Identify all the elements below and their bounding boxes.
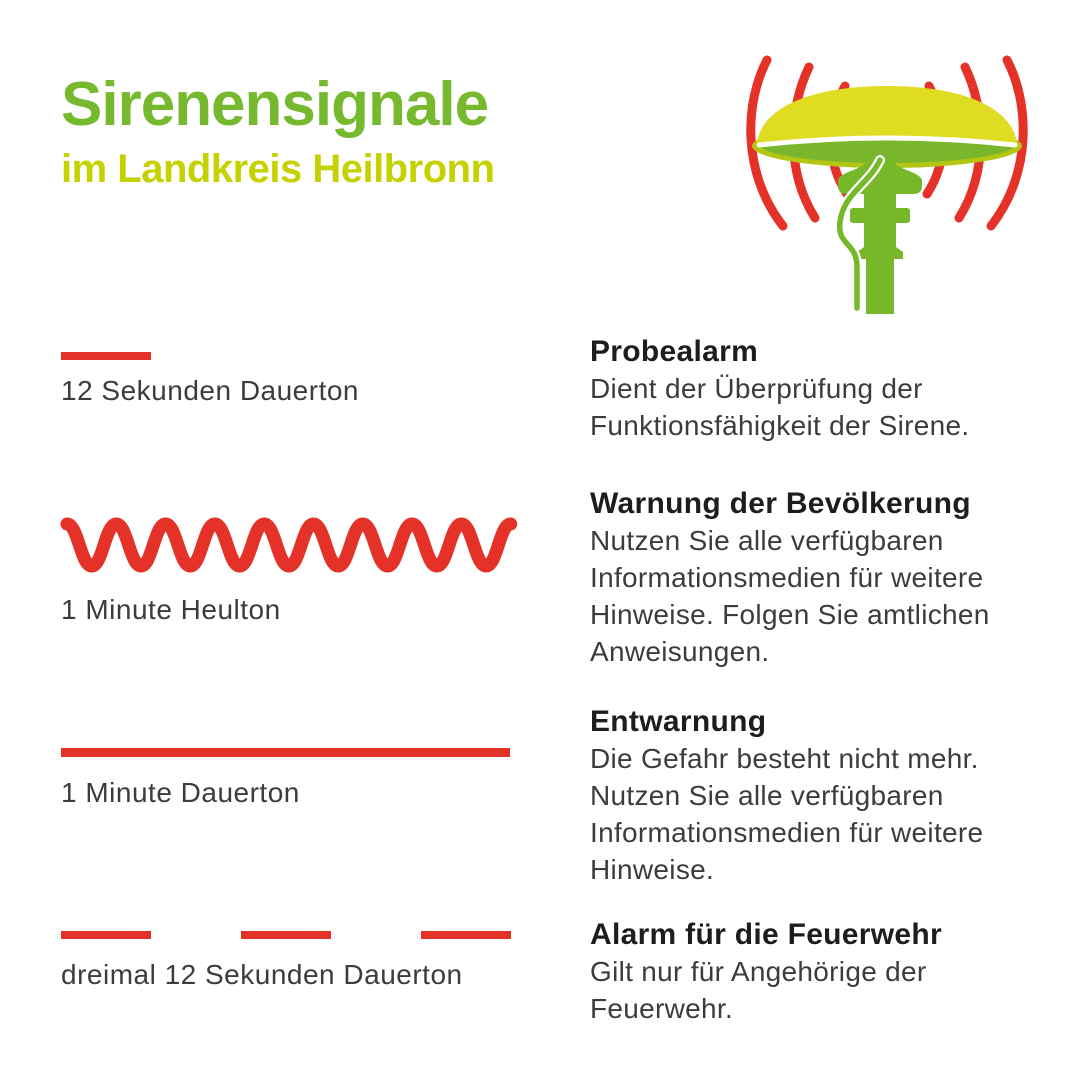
signal-pattern-triple-dash — [61, 931, 511, 939]
signal-info-block — [590, 486, 1045, 670]
signal-label: 12 Sekunden Dauerton — [61, 375, 359, 406]
siren-with-sound-waves-icon — [737, 42, 1037, 327]
signal-info-block — [590, 334, 1045, 444]
signal-heading: Entwarnung — [590, 705, 767, 738]
siren-pole — [838, 154, 922, 314]
signal-heading: Alarm für die Feuerwehr — [590, 918, 942, 951]
signal-label: dreimal 12 Sekunden Dauerton — [61, 959, 463, 990]
signal-description: Gilt nur für Angehörige der Feuerwehr. — [590, 956, 927, 1024]
signal-pattern-long-line — [61, 748, 510, 757]
signal-description: Nutzen Sie alle verfügbaren Informationsmedien für weitere Hinweise. Folgen Sie amtlichen Anweisungen. — [590, 525, 990, 667]
signal-pattern-wave — [60, 514, 518, 576]
signal-heading: Warnung der Bevölkerung — [590, 487, 971, 520]
dash-mark — [61, 931, 151, 939]
page-subtitle: im Landkreis Heilbronn — [61, 147, 495, 191]
dash-mark — [61, 352, 151, 360]
signal-label: 1 Minute Dauerton — [61, 777, 300, 808]
signal-info-block — [590, 917, 1045, 1027]
dash-mark — [241, 931, 331, 939]
signal-pattern-short-dash — [61, 347, 151, 365]
dash-mark — [421, 931, 511, 939]
signal-label: 1 Minute Heulton — [61, 594, 281, 625]
signal-description: Dient der Überprüfung der Funktionsfähigkeit der Sirene. — [590, 373, 970, 441]
signal-info-block — [590, 704, 1045, 888]
line-mark — [61, 748, 510, 757]
page-title: Sirenensignale — [61, 70, 489, 139]
signal-heading: Probealarm — [590, 335, 759, 368]
signal-description: Die Gefahr besteht nicht mehr. Nutzen Sie alle verfügbaren Informationsmedien für weitere Hinweise. — [590, 743, 984, 885]
